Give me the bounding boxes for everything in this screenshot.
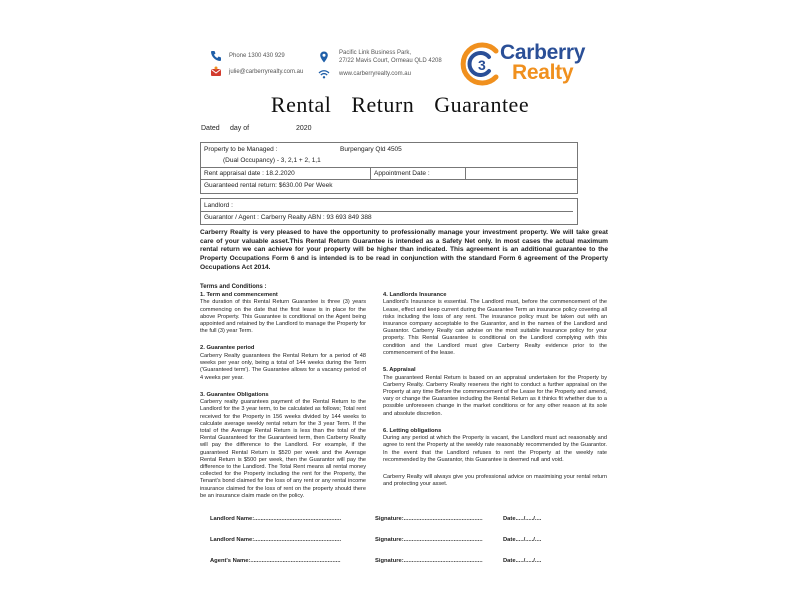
svg-text:3: 3 xyxy=(478,57,486,73)
signature-field-1[interactable]: Signature:................................................. xyxy=(375,516,483,522)
property-location: Burpengary Qld 4505 xyxy=(340,146,402,153)
website-text: www.carberryrealty.com.au xyxy=(339,71,411,77)
appraisal-date: Rent appraisal date : 18.2.2020 xyxy=(204,170,295,177)
terms-heading: Terms and Conditions : xyxy=(200,284,267,290)
landlord-table xyxy=(200,198,578,225)
terms-left-column xyxy=(200,292,366,507)
carberry-logo-mark xyxy=(458,41,504,87)
section-3-title: 3. Guarantee Obligations xyxy=(200,391,269,398)
address-line-1: Pacific Link Business Park, xyxy=(339,50,412,56)
section-6-title: 6. Letting obligations xyxy=(383,427,442,434)
dated-label: Dated xyxy=(201,125,220,132)
signature-field-2[interactable]: Signature:................................................. xyxy=(375,537,483,543)
appointment-date-label: Appointment Date : xyxy=(374,170,430,177)
email-text: julie@carberryrealty.com.au xyxy=(229,69,304,75)
closing-text: Carberry Realty will always give you professional advice on maximising your rental return and protecting your asset. xyxy=(383,474,607,488)
property-details-table xyxy=(200,142,578,194)
signature-field-3[interactable]: Signature:................................................. xyxy=(375,558,483,564)
property-label: Property to be Managed : xyxy=(204,146,278,153)
table-divider xyxy=(370,167,371,179)
date-field-3[interactable]: Date...../...../.... xyxy=(503,558,542,564)
section-2-text: Carberry Realty guarantees the Rental Return for a period of 48 weeks per year only, being a total of 144 weeks during the Term ('Guaranteed term'). The Guarantee allows for a vacancy period of 4 weeks per year. xyxy=(200,352,366,381)
occupancy-text: (Dual Occupancy) - 3, 2,1 + 2, 1,1 xyxy=(223,157,321,164)
section-5-text: The guaranteed Rental Return is based on an appraisal undertaken for the Property by Carberry Realty. Carberry Realty reserves the right to conduct a further appraisal on the Property at any time Before the commencement of the Lease for the Property and amend, vary or change the Guarantee including the Rental Return as it thinks fit whether due to a possible unforeseen change in the market conditions or for any other reason at its sole and absolute discretion. xyxy=(383,374,607,417)
logo-word-carberry: Carberry xyxy=(500,41,586,64)
date-field-2[interactable]: Date...../...../.... xyxy=(503,537,542,543)
section-5-title: 5. Appraisal xyxy=(383,367,416,374)
intro-paragraph: Carberry Realty is very pleased to have the opportunity to professionally manage your investment property. We will take great care of your valuable asset.This Rental Return Guarantee is intended as a Safety Net only. In most cases the actual maximum rental return we can achieve for your property will be higher than indicated. This agreement is an additional guarantee to the Property Occupations Form 6 and is intended is to be read in conjunction with the standard Form 6 agreement of the Property Occupations Act 2014. xyxy=(200,229,608,271)
table-divider xyxy=(465,167,466,179)
guaranteed-rental-return: Guaranteed rental return: $630.00 Per Week xyxy=(204,182,333,189)
day-of-label: day of xyxy=(230,125,250,132)
section-4-text: Landlord's Insurance is essential. The Landlord must, before the commencement of the Lease, effect and keep current during the Guarantee Term an insurance policy covering all risks including the loss of any rent. The insurance policy must be taken out with an insurance company acceptable to the Guarantor, and in the names of the Landlord and Guarantor. Carberry Realty can advise on the most suitable Insurance policy for your property. This Rental Guarantee is conditional on the Landlord complying with this condition and the Landlord must give Carberry Realty evidence prior to the commencement of the lease. xyxy=(383,299,607,356)
section-6-text: During any period at which the Property is vacant, the Landlord must act reasonably and agree to rent the Property at the weekly rate reasonably recommended by the Guarantor. In the event that the Landlord refuses to rent the Property at the weekly rate recommended by the Guarantor, this Guarantee is deemed null and void. xyxy=(383,435,607,463)
landlord-name-field-1[interactable]: Landlord Name:...................................................... xyxy=(210,516,342,522)
dated-year: 2020 xyxy=(296,125,312,132)
logo-word-realty: Realty xyxy=(512,61,574,84)
landlord-name-field-2[interactable]: Landlord Name:...................................................... xyxy=(210,537,342,543)
document-title: Rental Return Guarantee xyxy=(270,92,530,117)
location-pin-icon xyxy=(318,51,330,63)
landlord-label: Landlord : xyxy=(204,202,233,209)
terms-right-column xyxy=(383,292,607,495)
section-1-title: 1. Term and commencement xyxy=(200,292,278,298)
section-4-title: 4. Landlords Insurance xyxy=(383,292,447,298)
section-2-title: 2. Guarantee period xyxy=(200,345,255,352)
address-line-2: 27/22 Mavis Court, Ormeau QLD 4208 xyxy=(339,58,442,64)
phone-icon xyxy=(210,50,222,62)
table-divider xyxy=(201,167,577,168)
table-divider xyxy=(201,179,577,180)
phone-text: Phone 1300 430 929 xyxy=(229,53,285,59)
agent-name-field[interactable]: Agent's Name:........................................................ xyxy=(210,558,341,564)
wifi-icon xyxy=(318,68,330,80)
table-divider xyxy=(201,211,573,212)
date-field-1[interactable]: Date...../...../.... xyxy=(503,516,542,522)
guarantor-agent: Guarantor / Agent : Carberry Realty ABN : 93 693 849 388 xyxy=(204,214,372,221)
email-icon xyxy=(210,66,222,78)
section-1-text: The duration of this Rental Return Guarantee is three (3) years commencing on the date that the first lease is in place for the above Property. This Guarantee is conditional on the Agent being appointed and retained by the Landlord to manage the Property for the full (3) year Term. xyxy=(200,299,366,335)
section-3-text: Carberry realty guarantees payment of the Rental Return to the Landlord for the 3 year term, to be calculated as follows; Total rent received for the Property in 156 weeks divided by 144 weeks to calculate average weekly rental return for the 3 year Term. If the total of the Average Rental Return is less than the total of the Rental Guaranteed for the Guaranteed term, then Carberry Realty will pay the difference to the Landlord. For example, if the guaranteed Rental Return is $520 per week and the Average Rental Return is $500 per week, then the Guarantor will pay the difference to the Landlord. The Total Rent means all rental money collected for the Property including the rent for the Property, the Tenant's bond claimed for the loss of any rent or any rental income insurance claimed for the loss of rent on the property should there be an insurance claim made on the policy. xyxy=(200,399,366,499)
